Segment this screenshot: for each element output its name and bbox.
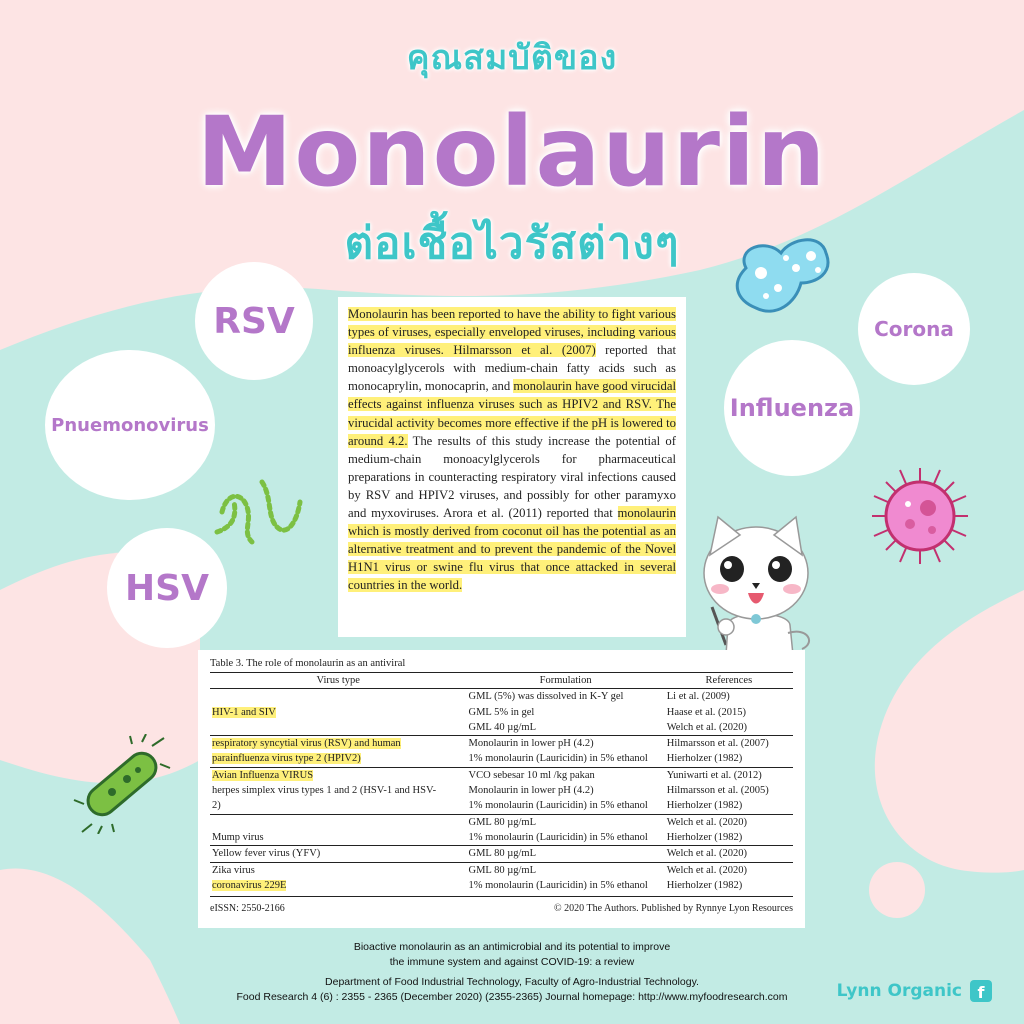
excerpt-highlight-2: monolaurin have good virucidal effects against influenza viruses such as HPIV2 and RSV. The virucidal activity becomes more effective if the pH is lowered to around 4.2. [348, 379, 676, 448]
blue-microbe-icon [726, 228, 838, 324]
cell-reference: Hilmarsson et al. (2005) [666, 785, 769, 797]
cell-formulation: GML 5% in gel [468, 706, 535, 718]
citation-affiliation: Department of Food Industrial Technology, Faculty of Agro-Industrial Technology. [325, 976, 699, 988]
cell-reference: Hierholzer (1982) [666, 753, 743, 765]
cell-virus-text: Avian Influenza VIRUS [212, 769, 314, 781]
cell-reference: Li et al. (2009) [666, 691, 730, 703]
cell-virus: herpes simplex virus types 1 and 2 (HSV-1 and HSV- [212, 785, 437, 797]
cell-virus-text: coronavirus 229E [212, 879, 287, 891]
cell-virus [210, 751, 467, 767]
header-virus-type: Virus type [210, 673, 467, 689]
table-row [210, 830, 793, 846]
cell-reference: Haase et al. (2015) [666, 706, 747, 718]
green-squiggle-bacteria-icon [212, 472, 308, 556]
antiviral-table [210, 672, 793, 893]
cell-formulation: VCO sebesar 10 ml /kg pakan [467, 767, 665, 783]
table-row [210, 846, 793, 862]
facebook-icon[interactable]: f [970, 980, 992, 1002]
table-row [210, 705, 793, 720]
cell-formulation: 1% monolaurin (Lauricidin) in 5% ethanol [468, 753, 648, 765]
citation-title-line-2: the immune system and against COVID-19: a review [389, 956, 635, 968]
cell-reference: Welch et al. (2020) [665, 846, 793, 862]
bubble-rsv-label: RSV [213, 300, 295, 342]
cell-reference: Hierholzer (1982) [666, 831, 743, 843]
brand-lynn-organic [837, 980, 992, 1002]
cell-virus [210, 814, 467, 830]
title-thai-line-1: คุณสมบัติของ [406, 38, 618, 78]
cell-reference: Yuniwarti et al. (2012) [665, 767, 793, 783]
cell-virus [210, 878, 467, 893]
bubble-influenza [724, 340, 860, 476]
copyright-text: © 2020 The Authors. Published by Rynnye Lyon Resources [554, 903, 793, 915]
cell-reference: Hierholzer (1982) [666, 800, 743, 812]
title-thai-line-3: ต่อเชื้อไวรัสต่างๆ [344, 218, 680, 269]
table-header-row [210, 673, 793, 689]
cell-virus: Zika virus [210, 862, 467, 878]
table-caption: Table 3. The role of monolaurin as an antiviral [210, 658, 406, 669]
cell-formulation: GML (5%) was dissolved in K-Y gel [468, 691, 624, 703]
cat-mascot-icon [698, 515, 818, 655]
citation-title-line-1: Bioactive monolaurin as an antimicrobial and its potential to improve [353, 941, 671, 953]
eissn-text: eISSN: 2550-2166 [210, 903, 285, 915]
cell-reference: Hilmarsson et al. (2007) [665, 736, 793, 752]
cell-virus [210, 705, 467, 720]
table-row [210, 751, 793, 767]
table-row [210, 878, 793, 893]
cell-formulation: GML 80 µg/mL [467, 846, 665, 862]
table-row [210, 862, 793, 878]
excerpt-text-2: The results of this study increase the potential of medium-chain monoacylglycerols for pharmaceutical preparations in counteracting respiratory viral infections caused by RSV and HPIV2 viruses, and possibly for other paramyxo and myxoviruses. Arora et al. (2011) reported that [348, 433, 676, 521]
bubble-pneumonovirus [45, 350, 215, 500]
cell-virus [210, 736, 467, 752]
brand-name: Lynn Organic [836, 981, 962, 1001]
cell-formulation: GML 80 µg/mL [467, 862, 665, 878]
excerpt-highlight-1: Monolaurin has been reported to have the ability to fight various types of viruses, especially enveloped viruses, including various influenza viruses. Hilmarsson et al. (2007) [348, 307, 676, 358]
citation-journal: Food Research 4 (6) : 2355 - 2365 (December 2020) (2355-2365) Journal homepage: http://www.myfoodresearch.com [236, 991, 788, 1003]
cell-reference: Hierholzer (1982) [666, 879, 743, 891]
cell-formulation: Monolaurin in lower pH (4.2) [467, 736, 665, 752]
cell-virus [210, 720, 467, 736]
header-formulation: Formulation [467, 673, 665, 689]
table-row [210, 814, 793, 830]
cell-formulation: 1% monolaurin (Lauricidin) in 5% ethanol [468, 879, 648, 891]
cell-formulation: 1% monolaurin (Lauricidin) in 5% ethanol [468, 800, 648, 812]
antiviral-table-panel [198, 650, 805, 928]
table-row [210, 689, 793, 705]
table-row [210, 767, 793, 783]
cell-formulation: GML 40 µg/mL [468, 721, 537, 733]
green-bacillus-icon [72, 734, 172, 834]
table-row [210, 736, 793, 752]
bubble-rsv [195, 262, 313, 380]
cell-virus-text: HIV-1 and SIV [212, 706, 276, 718]
table-footer [210, 896, 793, 914]
excerpt-highlight-3: monolaurin which is mostly derived from coconut oil has the potential as an alternative treatment and to prevent the pandemic of the Novel H1N1 virus or swine flu virus that once attacked in several countries in the world. [348, 506, 676, 593]
paper-excerpt [338, 297, 686, 637]
bubble-influenza-label: Influenza [729, 394, 855, 422]
bubble-corona-label: Corona [874, 317, 954, 341]
cell-formulation: GML 80 µg/mL [467, 814, 665, 830]
cell-virus [210, 767, 467, 783]
bubble-hsv [107, 528, 227, 648]
cell-formulation: Monolaurin in lower pH (4.2) [468, 785, 594, 797]
cell-virus-text: respiratory syncytial virus (RSV) and human [212, 738, 401, 750]
cell-reference: Welch et al. (2020) [665, 814, 793, 830]
cell-virus-text: parainfluenza virus type 2 (HPIV2) [212, 753, 361, 765]
table-row [210, 720, 793, 736]
bubble-hsv-label: HSV [125, 567, 209, 609]
cell-virus: Yellow fever virus (YFV) [210, 846, 467, 862]
bubble-corona [858, 273, 970, 385]
excerpt-text-1: reported that monoacylglycerols with medium-chain fatty acids such as monocaprylin, monocaprin, and [348, 343, 676, 394]
cell-formulation: 1% monolaurin (Lauricidin) in 5% ethanol [468, 831, 648, 843]
table-row [210, 798, 793, 814]
cell-reference: Welch et al. (2020) [665, 862, 793, 878]
title-monolaurin: Monolaurin [196, 96, 828, 208]
cell-virus [210, 689, 467, 705]
cell-reference: Welch et al. (2020) [666, 721, 747, 733]
pink-virus-icon [870, 466, 970, 566]
bubble-pneumonovirus-label: Pnuemonovirus [51, 414, 209, 436]
table-row [210, 783, 793, 798]
cell-virus: 2) [212, 800, 221, 812]
cell-virus: Mump virus [212, 831, 264, 843]
header-references: References [665, 673, 793, 689]
